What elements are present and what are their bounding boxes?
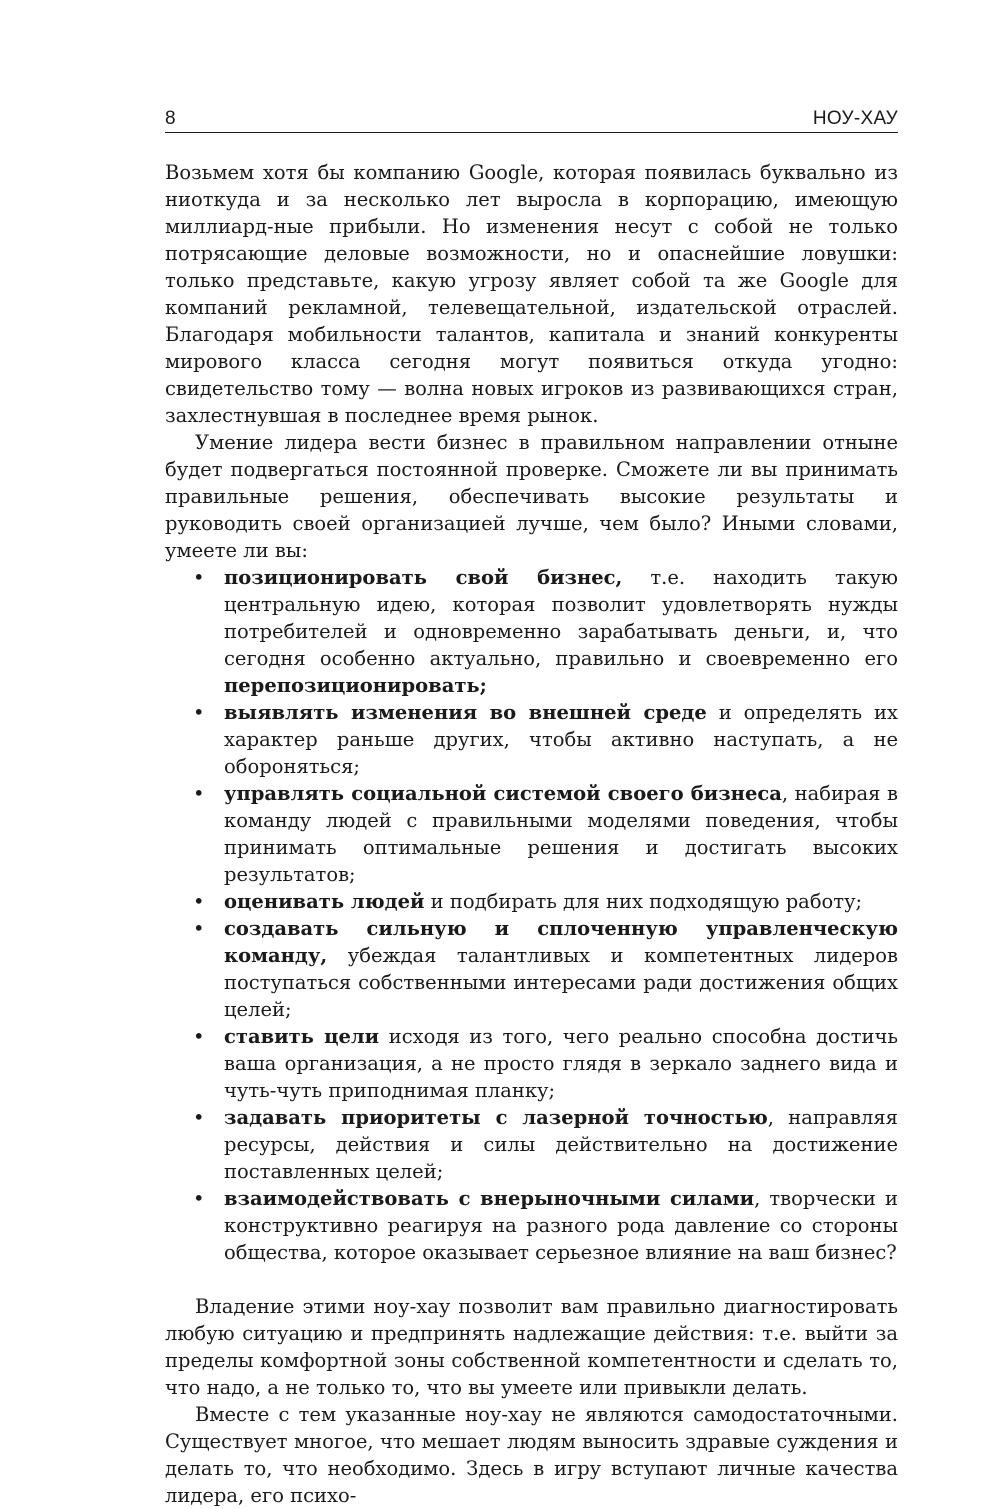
bold-term: взаимодействовать с внерыночными силами: [224, 1187, 755, 1210]
running-title: НОУ-ХАУ: [812, 108, 898, 129]
item-text: и подбирать для них подходящую работу;: [424, 890, 863, 913]
list-item: [165, 1023, 898, 1104]
item-text: т.е. находить такую центральную идею, которая позволит удовлетворять нужды потребителей и одновременно зарабатывать деньги, и, что сегодня особенно актуально, правильно и своевременно его: [224, 566, 898, 670]
bold-term: оценивать людей: [224, 890, 425, 913]
list-item: [165, 564, 898, 699]
bullet-icon: •: [193, 890, 205, 913]
bold-term: ставить цели: [224, 1025, 380, 1048]
bullet-icon: •: [193, 566, 205, 589]
bullet-icon: •: [193, 701, 205, 724]
item-text: убеждая талантливых и компетентных лидеров поступаться собственными интересами ради достижения общих целей;: [224, 944, 898, 1021]
list-item: [165, 915, 898, 1023]
list-item: [165, 888, 898, 915]
list-item: [165, 699, 898, 780]
running-header: [165, 104, 898, 133]
bold-term: задавать приоритеты с лазерной точностью: [224, 1106, 768, 1129]
page-number: 8: [165, 108, 176, 129]
bullet-icon: •: [193, 1106, 205, 1129]
item-text: , творчески и конструктивно реагируя на разного рода давление со стороны общества, которое оказывает серьезное влияние на ваш бизнес?: [224, 1187, 898, 1264]
bullet-icon: •: [193, 917, 205, 940]
item-text: исходя из того, чего реально способна достичь ваша организация, а не просто глядя в зеркало заднего вида и чуть-чуть приподнимая планку;: [224, 1025, 899, 1102]
paragraph: Владение этими ноу-хау позволит вам правильно диагностировать любую ситуацию и предпринять надлежащие действия: т.е. выйти за пределы комфортной зоны собственной компетентности и сделать то, что надо, а не только то, что вы умеете или привыкли делать.: [165, 1295, 898, 1399]
bullet-list: [165, 564, 898, 1266]
bullet-icon: •: [193, 1187, 205, 1210]
paragraph-gap: [165, 1266, 898, 1293]
item-text: , набирая в команду людей с правильными моделями поведения, чтобы принимать оптимальные решения и достигать высоких результатов;: [224, 782, 898, 886]
bold-term: управлять социальной системой своего бизнеса: [224, 782, 782, 805]
item-text: , направляя ресурсы, действия и силы действительно на достижение поставленных целей;: [224, 1106, 898, 1183]
bullet-icon: •: [193, 1025, 205, 1048]
item-text: и определять их характер раньше других, чтобы активно наступать, а не обороняться;: [224, 701, 898, 778]
list-item: [165, 1185, 898, 1266]
bold-term: перепозиционировать;: [224, 674, 487, 697]
list-item: [165, 780, 898, 888]
bold-term: выявлять изменения во внешней среде: [224, 701, 707, 724]
bold-term: позиционировать свой бизнес,: [224, 566, 623, 589]
page-body: [165, 159, 898, 1509]
paragraph: Возьмем хотя бы компанию Google, которая появилась буквально из ниоткуда и за несколько лет выросла в корпорацию, имеющую миллиард-ные прибыли. Но изменения несут с собой не только потрясающие деловые возможности, но и опаснейшие ловушки: только представьте, какую угрозу являет собой та же Google для компаний рекламной, телевещательной, издательской отраслей. Благодаря мобильности талантов, капитала и знаний конкуренты мирового класса сегодня могут появиться откуда угодно: свидетельство тому — волна новых игроков из развивающихся стран, захлестнувшая в последнее время рынок.: [165, 161, 898, 427]
list-item: [165, 1104, 898, 1185]
bold-term: создавать сильную и сплоченную управленческую команду,: [224, 917, 898, 967]
paragraph: Вместе с тем указанные ноу-хау не являются самодостаточными. Существует многое, что мешает людям выносить здравые суждения и делать то, что необходимо. Здесь в игру вступают личные качества лидера, его психо-: [165, 1403, 898, 1507]
bullet-icon: •: [193, 782, 205, 805]
paragraph: Умение лидера вести бизнес в правильном направлении отныне будет подвергаться постоянной проверке. Сможете ли вы принимать правильные решения, обеспечивать высокие результаты и руководить своей организацией лучше, чем было? Иными словами, умеете ли вы:: [165, 431, 898, 562]
